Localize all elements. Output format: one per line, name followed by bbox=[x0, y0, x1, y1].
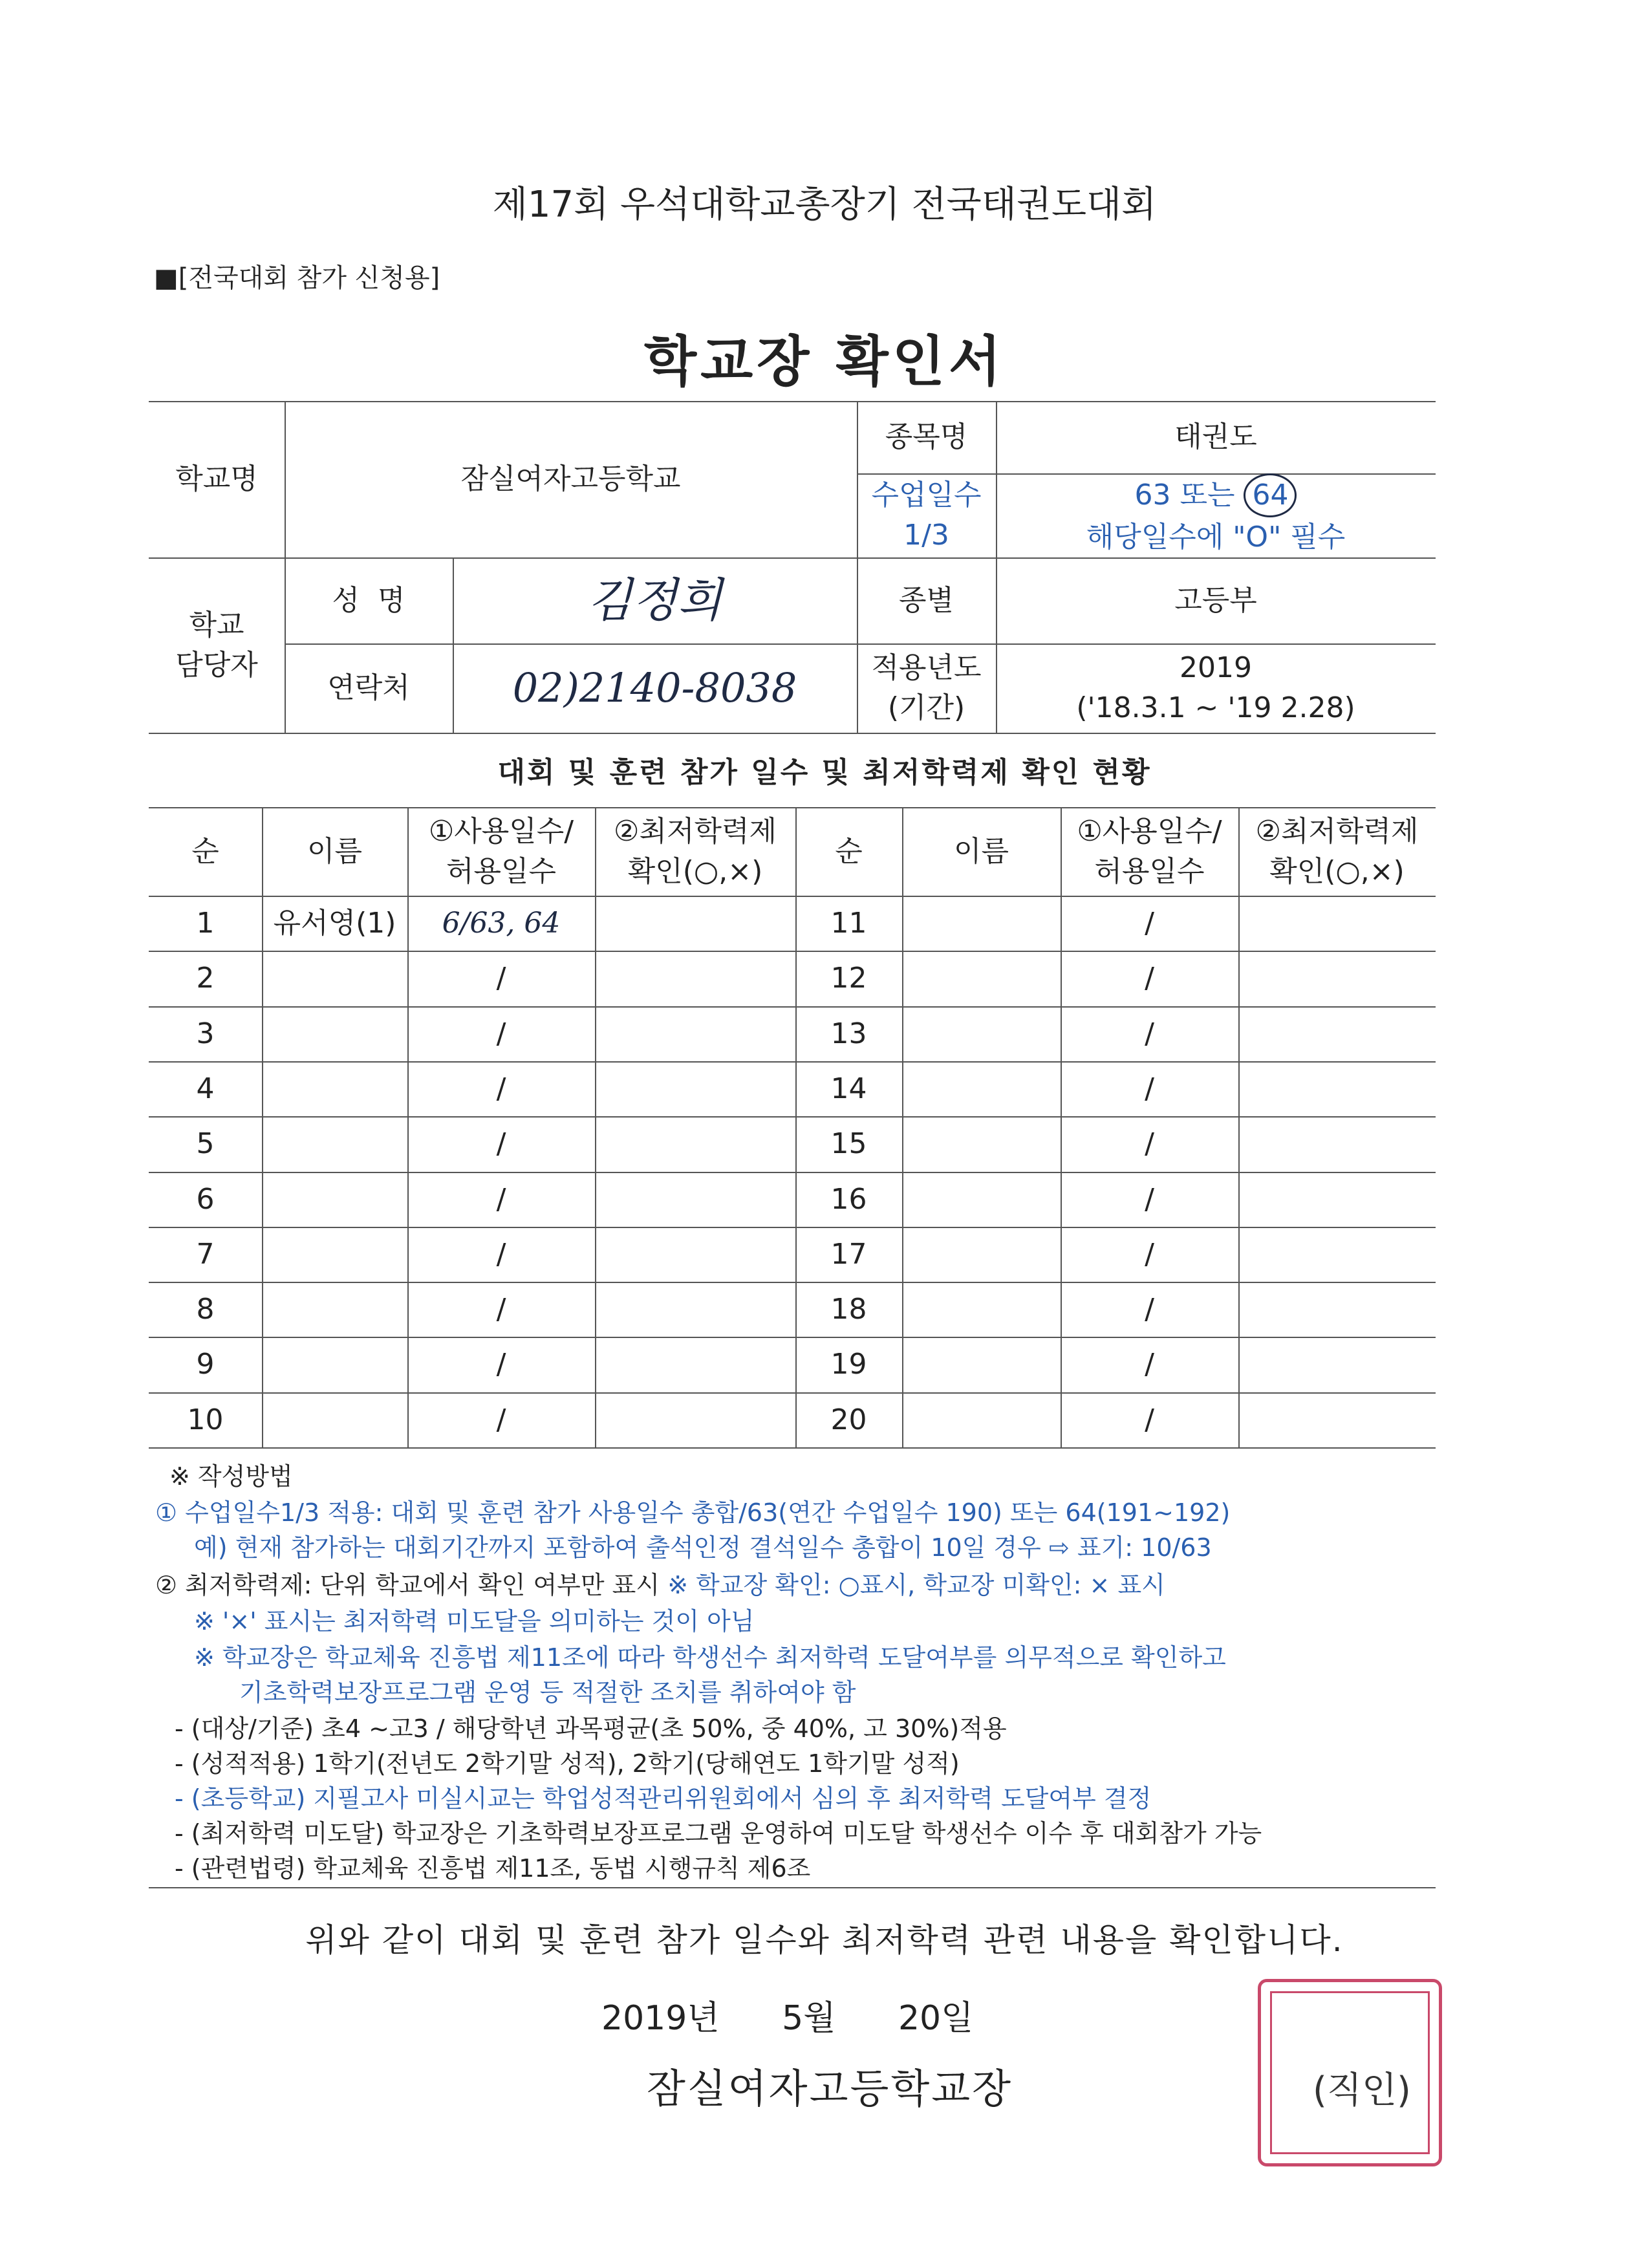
row-name bbox=[902, 1061, 1061, 1116]
row-name bbox=[902, 1227, 1061, 1282]
row-name bbox=[262, 1172, 407, 1227]
row-check bbox=[1238, 1227, 1436, 1282]
row-days: / bbox=[1145, 1017, 1154, 1050]
school-name-label: 학교명 bbox=[175, 462, 258, 496]
row-number: 17 bbox=[830, 1237, 867, 1271]
row-check bbox=[1238, 1061, 1436, 1116]
header-days-line: ①사용일수/ bbox=[1077, 814, 1222, 848]
row-number: 6 bbox=[196, 1182, 215, 1216]
row-name: 유서영(1) bbox=[273, 906, 396, 940]
row-number: 10 bbox=[187, 1403, 224, 1436]
header-days-line: 허용일수 bbox=[1094, 854, 1205, 888]
contact-group-label bbox=[149, 557, 285, 733]
row-name bbox=[262, 1116, 407, 1171]
division-value: 고등부 bbox=[1174, 583, 1257, 617]
school-days-options bbox=[1135, 473, 1297, 517]
year-label-line2: (기간) bbox=[887, 691, 965, 724]
sport-value: 태권도 bbox=[1174, 420, 1257, 454]
issue-date bbox=[601, 1991, 973, 2039]
header-days-line: 허용일수 bbox=[446, 854, 556, 888]
row-days: / bbox=[1145, 1347, 1154, 1381]
note-1-line1: ① 수업일수1/3 적용: 대회 및 훈련 참가 사용일수 총합/63(연간 수업일수 190) 또는 64(191~192) bbox=[155, 1498, 1231, 1527]
row-name bbox=[902, 896, 1061, 951]
header-name-2: 이름 bbox=[953, 834, 1009, 868]
phone-label: 연락처 bbox=[327, 671, 410, 705]
note-3: ※ '×' 표시는 최저학력 미도달을 의미하는 것이 아님 bbox=[194, 1607, 755, 1636]
contact-group-label-line2: 담당자 bbox=[175, 648, 258, 682]
row-number: 7 bbox=[196, 1237, 215, 1271]
row-check bbox=[595, 1116, 795, 1171]
note-5: - (대상/기준) 초4 ~고3 / 해당학년 과목평균(초 50%, 중 40%, 고 30%)적용 bbox=[175, 1714, 1007, 1743]
row-name bbox=[262, 1227, 407, 1282]
note-7: - (초등학교) 지필고사 미실시교는 학업성적관리위원회에서 심의 후 최저학력 도달여부 결정 bbox=[175, 1784, 1152, 1813]
row-number: 2 bbox=[196, 961, 215, 995]
row-check bbox=[1238, 1282, 1436, 1337]
notes-heading: ※ 작성방법 bbox=[169, 1462, 293, 1491]
row-name bbox=[902, 1337, 1061, 1392]
row-days: / bbox=[1145, 1072, 1154, 1105]
row-name bbox=[902, 951, 1061, 1006]
row-number: 15 bbox=[830, 1127, 867, 1160]
row-days: / bbox=[496, 1347, 506, 1381]
school-days-option-text: 63 또는 bbox=[1134, 479, 1235, 512]
school-days-value bbox=[996, 473, 1436, 557]
header-check-line: 확인(○,×) bbox=[1269, 854, 1405, 888]
row-number: 18 bbox=[830, 1292, 867, 1326]
row-check bbox=[595, 1337, 795, 1392]
row-name bbox=[902, 1392, 1061, 1447]
school-name-value: 잠실여자고등학교 bbox=[460, 462, 681, 496]
row-days: / bbox=[1145, 1403, 1154, 1436]
school-days-instruction: 해당일수에 "O" 필수 bbox=[1086, 521, 1346, 554]
header-check-line: ②최저학력제 bbox=[614, 814, 777, 848]
row-name bbox=[902, 1006, 1061, 1061]
header-check-line: ②최저학력제 bbox=[1255, 814, 1419, 848]
row-number: 16 bbox=[830, 1182, 867, 1216]
confirmation-statement: 위와 같이 대회 및 훈련 참가 일수와 최저학력 관련 내용을 확인합니다. bbox=[305, 1921, 1344, 1959]
row-number: 4 bbox=[196, 1072, 215, 1105]
row-check bbox=[595, 1061, 795, 1116]
row-check bbox=[595, 1282, 795, 1337]
row-days: / bbox=[496, 1017, 506, 1050]
row-number: 1 bbox=[196, 906, 215, 940]
row-days: / bbox=[1145, 1237, 1154, 1271]
note-2-text: ② 최저학력제: 단위 학교에서 확인 여부만 표시 bbox=[155, 1571, 660, 1599]
form-tag: ■[전국대회 참가 신청용] bbox=[154, 263, 440, 293]
note-8: - (최저학력 미도달) 학교장은 기초학력보장프로그램 운영하여 미도달 학생선수 이수 후 대회참가 가능 bbox=[175, 1819, 1262, 1848]
row-days: / bbox=[496, 961, 506, 995]
row-days: / bbox=[496, 1237, 506, 1271]
row-name bbox=[262, 951, 407, 1006]
division-label: 종별 bbox=[898, 583, 954, 617]
row-check bbox=[1238, 1337, 1436, 1392]
date-day: 20일 bbox=[898, 1999, 974, 2038]
circled-64-mark: 64 bbox=[1244, 473, 1297, 517]
row-check bbox=[595, 1006, 795, 1061]
header-days-1 bbox=[407, 807, 595, 896]
row-check bbox=[1238, 1006, 1436, 1061]
row-number: 11 bbox=[830, 906, 867, 940]
header-days-2 bbox=[1061, 807, 1238, 896]
header-name-1: 이름 bbox=[307, 834, 362, 868]
header-check-2 bbox=[1238, 807, 1436, 896]
row-check bbox=[595, 1172, 795, 1227]
row-name bbox=[262, 1006, 407, 1061]
year-value-line2: ('18.3.1 ~ '19 2.28) bbox=[1076, 691, 1355, 724]
note-9: - (관련법령) 학교체육 진흥법 제11조, 동법 시행규칙 제6조 bbox=[175, 1854, 811, 1883]
row-name bbox=[262, 1392, 407, 1447]
year-value bbox=[996, 643, 1436, 733]
row-days: / bbox=[496, 1292, 506, 1326]
row-check bbox=[1238, 951, 1436, 1006]
row-check bbox=[595, 896, 795, 951]
row-check bbox=[595, 1227, 795, 1282]
school-days-label-line1: 수업일수 bbox=[871, 479, 982, 512]
school-days-label-line2: 1/3 bbox=[903, 519, 949, 552]
row-number: 19 bbox=[830, 1347, 867, 1381]
row-number: 8 bbox=[196, 1292, 215, 1326]
note-4-line2: 기초학력보장프로그램 운영 등 적절한 조치를 취하여야 함 bbox=[239, 1678, 856, 1707]
row-number: 14 bbox=[830, 1072, 867, 1105]
row-number: 20 bbox=[830, 1403, 867, 1436]
row-days: 6/63, 64 bbox=[442, 906, 561, 940]
document-title: 학교장 확인서 bbox=[643, 330, 1006, 393]
row-name bbox=[262, 1337, 407, 1392]
note-1-line2: 예) 현재 참가하는 대회기간까지 포함하여 출석인정 결석일수 총합이 10일 경우 ⇨ 표기: 10/63 bbox=[194, 1533, 1212, 1562]
row-number: 13 bbox=[830, 1017, 867, 1050]
row-days: / bbox=[496, 1072, 506, 1105]
signer-name: 잠실여자고등학교장 bbox=[647, 2065, 1013, 2112]
row-days: / bbox=[496, 1403, 506, 1436]
table-grid-row-line bbox=[149, 1447, 1436, 1449]
row-check bbox=[1238, 1392, 1436, 1447]
row-days: / bbox=[496, 1182, 506, 1216]
person-name-value: 김정희 bbox=[587, 573, 722, 628]
seal-label: (직인) bbox=[1313, 2069, 1411, 2111]
status-table-title: 대회 및 훈련 참가 일수 및 최저학력제 확인 현황 bbox=[497, 756, 1152, 789]
year-label bbox=[857, 643, 996, 733]
row-number: 3 bbox=[196, 1017, 215, 1050]
row-days: / bbox=[1145, 961, 1154, 995]
row-days: / bbox=[1145, 1182, 1154, 1216]
header-days-line: ①사용일수/ bbox=[428, 814, 574, 848]
person-name-label: 성 명 bbox=[332, 583, 405, 617]
row-days: / bbox=[1145, 1292, 1154, 1326]
row-check bbox=[1238, 1172, 1436, 1227]
phone-value: 02)2140-8038 bbox=[512, 664, 797, 711]
row-days: / bbox=[1145, 906, 1154, 940]
header-check-line: 확인(○,×) bbox=[627, 854, 763, 888]
year-value-line1: 2019 bbox=[1180, 651, 1252, 685]
contact-group-label-line1: 학교 bbox=[189, 608, 244, 642]
row-check bbox=[1238, 1116, 1436, 1171]
row-number: 9 bbox=[196, 1347, 215, 1381]
row-days: / bbox=[496, 1127, 506, 1160]
note-6: - (성적적용) 1학기(전년도 2학기말 성적), 2학기(당해연도 1학기말 성적) bbox=[175, 1749, 960, 1778]
row-number: 12 bbox=[830, 961, 867, 995]
row-check bbox=[595, 1392, 795, 1447]
row-days: / bbox=[1145, 1127, 1154, 1160]
row-name bbox=[262, 1282, 407, 1337]
row-name bbox=[902, 1116, 1061, 1171]
row-number: 5 bbox=[196, 1127, 215, 1160]
row-name bbox=[262, 1061, 407, 1116]
header-check-1 bbox=[595, 807, 795, 896]
note-2-marking: ※ 학교장 확인: ○표시, 학교장 미확인: × 표시 bbox=[667, 1571, 1165, 1599]
sport-label: 종목명 bbox=[885, 420, 968, 454]
row-name bbox=[902, 1172, 1061, 1227]
date-month: 5월 bbox=[782, 1999, 836, 2038]
event-title: 제17회 우석대학교총장기 전국태권도대회 bbox=[492, 184, 1157, 226]
note-4-line1: ※ 학교장은 학교체육 진흥법 제11조에 따라 학생선수 최저학력 도달여부를 의무적으로 확인하고 bbox=[194, 1643, 1226, 1672]
header-num-2: 순 bbox=[835, 834, 863, 868]
date-year: 2019년 bbox=[601, 1999, 720, 2038]
year-label-line1: 적용년도 bbox=[871, 651, 982, 685]
header-num-1: 순 bbox=[191, 834, 219, 868]
school-days-label bbox=[857, 473, 996, 557]
row-check bbox=[1238, 896, 1436, 951]
row-check bbox=[595, 951, 795, 1006]
note-2 bbox=[155, 1565, 1165, 1601]
row-name bbox=[902, 1282, 1061, 1337]
